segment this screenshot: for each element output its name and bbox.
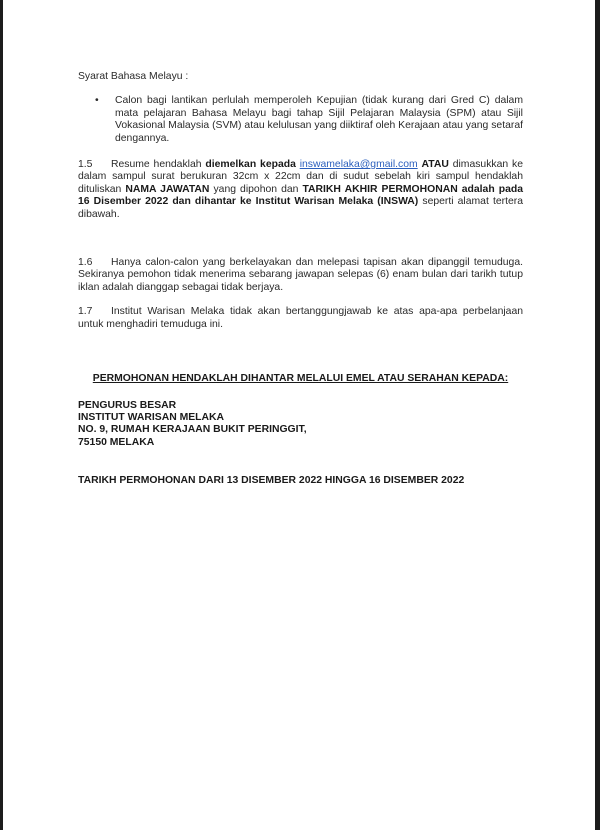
bullet-item bbox=[78, 95, 523, 145]
bullet-text: Calon bagi lantikan perlulah memperoleh Kepujian (tidak kurang dari Gred C) dalam mata pelajaran Bahasa Melayu bagi tahap Sijil Pelajaran Malaysia (SPM) atau Sijil Vokasional Malaysia (SVM) atau kelulusan yang diiktiraf oleh Kerajaan atau yang setaraf dengannya. bbox=[115, 95, 523, 144]
address-line: 75150 MELAKA bbox=[78, 436, 155, 448]
section-1-7-text: Institut Warisan Melaka tidak akan bertanggungjawab ke atas apa-apa perbelanjaan untuk menghadiri temuduga ini. bbox=[78, 306, 523, 330]
section-1-5-text-1: Resume hendaklah bbox=[111, 159, 206, 171]
address-line: NO. 9, RUMAH KERAJAAN BUKIT PERINGGIT, bbox=[78, 424, 307, 436]
submission-heading: PERMOHONAN HENDAKLAH DIHANTAR MELALUI EMEL ATAU SERAHAN KEPADA: bbox=[92, 373, 509, 385]
section-1-5-bold-deadline: TARIKH AKHIR PERMOHONAN adalah pada 16 Disember 2022 dan dihantar ke Institut Warisan Melaka (INSWA) bbox=[78, 183, 523, 208]
section-number: 1.5 bbox=[78, 159, 93, 171]
section-1-6-text: Hanya calon-calon yang berkelayakan dan melepasi tapisan akan dipanggil temuduga. Sekiranya pemohon tidak menerima sebarang jawapan selepas (6) enam bulan dari tarikh tutup iklan adalah dianggap sebagai tidak berjaya. bbox=[78, 257, 523, 293]
section-1-5-bold-atau: ATAU bbox=[421, 159, 449, 171]
bullet-icon: • bbox=[95, 95, 99, 107]
section-1-5-text-3: yang dipohon dan bbox=[209, 183, 303, 195]
document-content bbox=[78, 71, 523, 488]
section-1-5-text-4: seperti alamat tertera dibawah. bbox=[78, 196, 523, 220]
address-block bbox=[78, 400, 523, 450]
section-1-5 bbox=[78, 159, 523, 221]
application-dates: TARIKH PERMOHONAN DARI 13 DISEMBER 2022 HINGGA 16 DISEMBER 2022 bbox=[78, 475, 465, 487]
section-number: 1.6 bbox=[78, 257, 93, 269]
address-line: PENGURUS BESAR bbox=[78, 399, 177, 411]
syarat-title: Syarat Bahasa Melayu : bbox=[78, 71, 189, 82]
section-1-5-bold-emailed: diemelkan kepada bbox=[205, 159, 296, 171]
section-1-5-text-2: dimasukkan ke dalam sampul surat berukuran 32cm x 22cm dan di sudut sebelah kiri sampul hendaklah dituliskan bbox=[78, 159, 523, 195]
section-1-7 bbox=[78, 306, 523, 331]
section-1-5-bold-nama-jawatan: NAMA JAWATAN bbox=[125, 183, 210, 195]
email-link[interactable]: inswamelaka@gmail.com bbox=[299, 159, 418, 171]
address-line: INSTITUT WARISAN MELAKA bbox=[78, 411, 225, 423]
section-number: 1.7 bbox=[78, 306, 93, 318]
document-page bbox=[3, 0, 595, 830]
section-1-6 bbox=[78, 257, 523, 294]
